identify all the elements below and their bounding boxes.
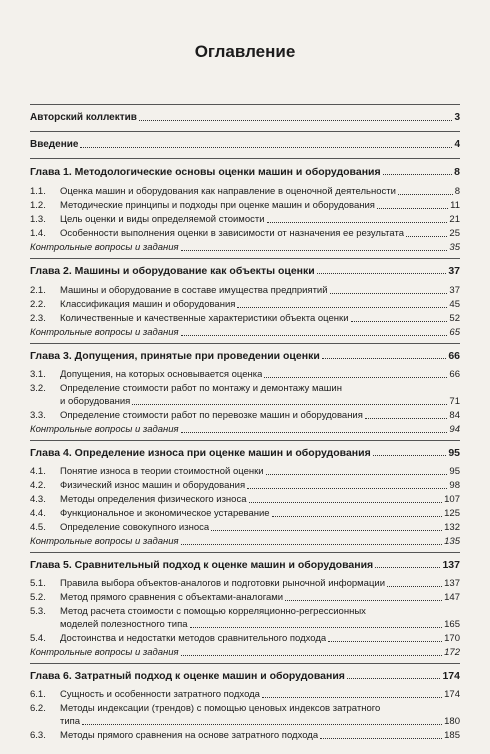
toc-questions[interactable]: Контрольные вопросы и задания 94 bbox=[30, 424, 460, 435]
toc-item[interactable]: 3.2. Определение стоимости работ по монтажу и демонтажу машин bbox=[30, 383, 342, 394]
toc-item[interactable]: 5.4. Достоинства и недостатки методов сравнительного подхода 170 bbox=[30, 633, 460, 644]
divider bbox=[30, 131, 460, 132]
divider bbox=[30, 158, 460, 159]
toc-item[interactable]: 4.1. Понятие износа в теории стоимостной оценки 95 bbox=[30, 466, 460, 477]
toc-item[interactable]: 3.1. Допущения, на которых основывается оценка 66 bbox=[30, 369, 460, 380]
divider bbox=[30, 552, 460, 553]
divider bbox=[30, 440, 460, 441]
toc-item[interactable]: 5.3. Метод расчета стоимости с помощью корреляционно-регрессионных bbox=[30, 606, 366, 617]
toc-item[interactable]: 1.3. Цель оценки и виды определяемой стоимости 21 bbox=[30, 214, 460, 225]
toc-questions[interactable]: Контрольные вопросы и задания 65 bbox=[30, 327, 460, 338]
chapter-heading[interactable]: Глава 4. Определение износа при оценке машин и оборудования 95 bbox=[30, 447, 460, 459]
toc-item[interactable]: 6.1. Сущность и особенности затратного подхода 174 bbox=[30, 689, 460, 700]
toc-entry-authors[interactable]: Авторский коллектив 3 bbox=[30, 112, 460, 123]
toc-questions[interactable]: Контрольные вопросы и задания 35 bbox=[30, 242, 460, 253]
toc-item-continuation[interactable]: и оборудования 71 bbox=[60, 396, 460, 407]
toc-item[interactable]: 6.2. Методы индексации (трендов) с помощью ценовых индексов затратного bbox=[30, 703, 381, 714]
toc-questions[interactable]: Контрольные вопросы и задания 135 bbox=[30, 536, 460, 547]
toc-item-continuation[interactable]: моделей полезностного типа 165 bbox=[60, 619, 460, 630]
toc-item[interactable]: 5.1. Правила выбора объектов-аналогов и подготовки рыночной информации 137 bbox=[30, 578, 460, 589]
divider bbox=[30, 104, 460, 105]
chapter-heading[interactable]: Глава 3. Допущения, принятые при проведении оценки 66 bbox=[30, 350, 460, 362]
toc-entry-intro[interactable]: Введение 4 bbox=[30, 139, 460, 150]
divider bbox=[30, 663, 460, 664]
toc-item[interactable]: 2.1. Машины и оборудование в составе имущества предприятий 37 bbox=[30, 285, 460, 296]
chapter-heading[interactable]: Глава 5. Сравнительный подход к оценке машин и оборудования 137 bbox=[30, 559, 460, 571]
chapter-heading[interactable]: Глава 2. Машины и оборудование как объекты оценки 37 bbox=[30, 265, 460, 277]
toc-item[interactable]: 3.3. Определение стоимости работ по перевозке машин и оборудования 84 bbox=[30, 410, 460, 421]
divider bbox=[30, 343, 460, 344]
toc-item[interactable]: 2.3. Количественные и качественные характеристики объекта оценки 52 bbox=[30, 313, 460, 324]
chapter-heading[interactable]: Глава 6. Затратный подход к оценке машин и оборудования 174 bbox=[30, 670, 460, 682]
toc-item[interactable]: 2.2. Классификация машин и оборудования 45 bbox=[30, 299, 460, 310]
page-title: Оглавление bbox=[194, 42, 296, 61]
toc-questions[interactable]: Контрольные вопросы и задания 172 bbox=[30, 647, 460, 658]
toc-item[interactable]: 1.2. Методические принципы и подходы при оценке машин и оборудования 11 bbox=[30, 200, 460, 211]
chapter-heading[interactable]: Глава 1. Методологические основы оценки машин и оборудования 8 bbox=[30, 166, 460, 178]
toc-item[interactable]: 1.4. Особенности выполнения оценки в зависимости от назначения ее результата 25 bbox=[30, 228, 460, 239]
toc-item[interactable]: 4.3. Методы определения физического износа 107 bbox=[30, 494, 460, 505]
toc-item[interactable]: 4.5. Определение совокупного износа 132 bbox=[30, 522, 460, 533]
divider bbox=[30, 258, 460, 259]
toc-item-continuation[interactable]: типа 180 bbox=[60, 716, 460, 727]
toc-item[interactable]: 6.3. Методы прямого сравнения на основе затратного подхода 185 bbox=[30, 730, 460, 741]
toc-item[interactable]: 5.2. Метод прямого сравнения с объектами-аналогами 147 bbox=[30, 592, 460, 603]
toc-item[interactable]: 4.4. Функциональное и экономическое устаревание 125 bbox=[30, 508, 460, 519]
toc-item[interactable]: 4.2. Физический износ машин и оборудования 98 bbox=[30, 480, 460, 491]
toc-item[interactable]: 1.1. Оценка машин и оборудования как направление в оценочной деятельности 8 bbox=[30, 186, 460, 197]
